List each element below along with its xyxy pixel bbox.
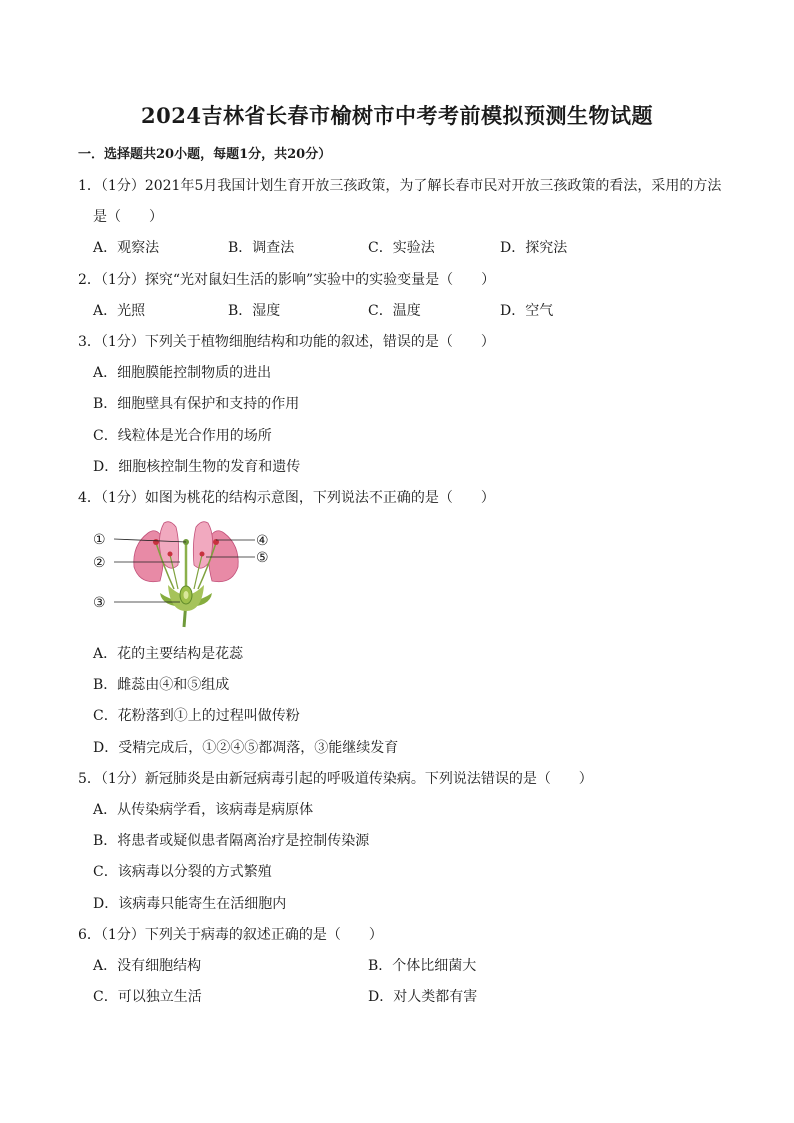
peach-flower-illustration [90, 515, 280, 630]
question-6-option-b: B．个体比细菌大 [368, 958, 477, 974]
question-3-option-c: C．线粒体是光合作用的场所 [93, 428, 272, 444]
question-3-option-b: B．细胞壁具有保护和支持的作用 [93, 396, 300, 412]
figure-label-4: ④ [256, 533, 269, 549]
question-5-option-a: A．从传染病学看，该病毒是病原体 [93, 802, 314, 818]
figure-label-3: ③ [93, 595, 106, 611]
question-4-option-b: B．雌蕊由④和⑤组成 [93, 677, 230, 693]
question-5-stem: 5．（1分）新冠肺炎是由新冠病毒引起的呼吸道传染病。下列说法错误的是（ ） [78, 771, 593, 787]
section-heading: 一．选择题共20小题，每题1分，共20分） [78, 147, 332, 162]
page-title: 2024吉林省长春市榆树市中考考前模拟预测生物试题 [141, 103, 653, 128]
figure-label-1: ① [93, 532, 106, 548]
question-3-option-d: D．细胞核控制生物的发育和遗传 [93, 459, 301, 475]
question-5-option-b: B．将患者或疑似患者隔离治疗是控制传染源 [93, 833, 370, 849]
question-1-option-c: C．实验法 [368, 240, 435, 256]
question-5-option-c: C．该病毒以分裂的方式繁殖 [93, 864, 272, 880]
question-2-option-a: A．光照 [93, 303, 146, 319]
question-6-stem: 6．（1分）下列关于病毒的叙述正确的是（ ） [78, 927, 383, 943]
question-6-option-c: C．可以独立生活 [93, 989, 202, 1005]
question-4-option-c: C．花粉落到①上的过程叫做传粉 [93, 708, 300, 724]
question-2-option-d: D．空气 [500, 303, 554, 319]
question-3-option-a: A．细胞膜能控制物质的进出 [93, 365, 272, 381]
question-2-option-b: B．湿度 [228, 303, 281, 319]
question-4-stem: 4．（1分）如图为桃花的结构示意图，下列说法不正确的是（ ） [78, 490, 495, 506]
question-6-option-a: A．没有细胞结构 [93, 958, 202, 974]
question-5-option-d: D．该病毒只能寄生在活细胞内 [93, 896, 287, 912]
question-4-option-d: D．受精完成后，①②④⑤都凋落，③能继续发育 [93, 740, 399, 756]
question-2-stem: 2．（1分）探究“光对鼠妇生活的影响”实验中的实验变量是（ ） [78, 272, 496, 288]
question-1-stem-continued: 是（ ） [93, 209, 163, 225]
question-1-option-b: B．调查法 [228, 240, 295, 256]
peach-flower-diagram [90, 515, 280, 630]
question-1-stem: 1．（1分）2021年5月我国计划生育开放三孩政策，为了解长春市民对开放三孩政策的看法，采用的方法 [78, 178, 722, 194]
figure-label-5: ⑤ [256, 550, 269, 566]
question-6-option-d: D．对人类都有害 [368, 989, 478, 1005]
question-4-option-a: A．花的主要结构是花蕊 [93, 646, 244, 662]
figure-label-2: ② [93, 555, 106, 571]
question-3-stem: 3．（1分）下列关于植物细胞结构和功能的叙述，错误的是（ ） [78, 334, 495, 350]
question-1-option-d: D．探究法 [500, 240, 568, 256]
question-2-option-c: C．温度 [368, 303, 421, 319]
question-1-option-a: A．观察法 [93, 240, 160, 256]
